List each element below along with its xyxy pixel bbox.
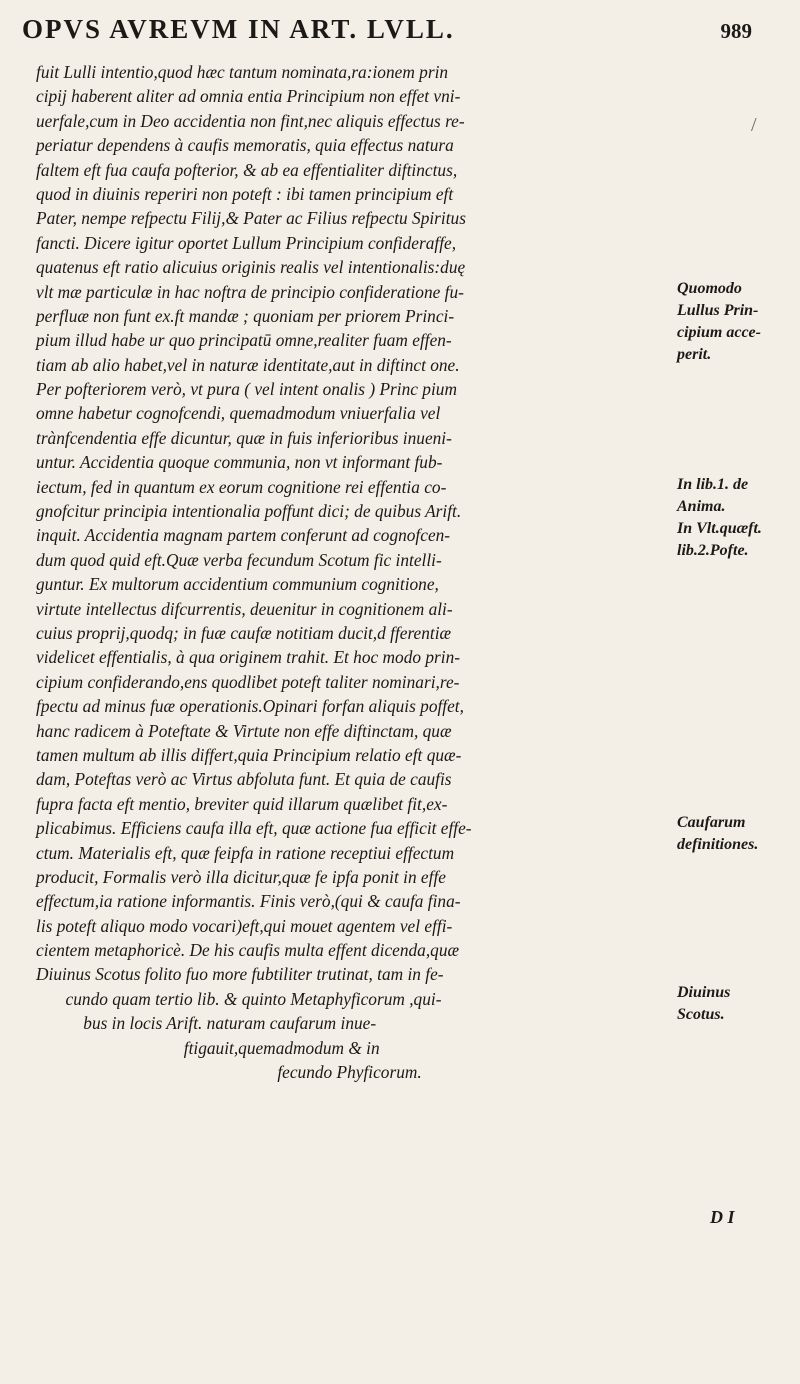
text-line: omne habetur cognofcendi, quemadmodum vniuerfalia vel — [36, 403, 441, 424]
page-number: 989 — [720, 19, 752, 43]
text-line: quatenus eft ratio alicuius originis realis vel intentionalis:duę — [36, 257, 466, 278]
text-line: cipium confiderando,ens quodlibet poteft taliter nominari,re- — [36, 671, 460, 692]
catchword: D I — [710, 1207, 735, 1227]
text-line: dam, Poteftas verò ac Virtus abfoluta funt. Et quia de caufis — [36, 769, 452, 790]
margin-note-causarum — [677, 812, 797, 856]
text-line: fuit Lulli intentio,quod hæc tantum nominata,ra:ionem prin — [36, 62, 449, 82]
margin-note-line: Scotus. — [677, 1006, 725, 1023]
margin-note-line: In Vlt.quæft. — [677, 520, 762, 537]
text-line: fupra facta eft mentio, breviter quid illarum quælibet fit,ex- — [36, 793, 448, 814]
text-line: gnofcitur principia intentionalia poffunt dici; de quibus Arift. — [36, 501, 462, 522]
text-line: fecundo Phyficorum. — [277, 1062, 422, 1083]
margin-note-line: Lullus Prin- — [677, 302, 759, 319]
margin-note-line: perit. — [677, 346, 712, 363]
margin-note-line: Quomodo — [677, 280, 742, 297]
text-line: virtute intellectus difcurrentis, deuenitur in cognitionem ali- — [36, 598, 453, 619]
text-line: effectum,ia ratione informantis. Finis verò,(qui & caufa fina- — [36, 891, 461, 912]
text-line: guntur. Ex multorum accidentium communium cognitione, — [36, 574, 439, 595]
text-line: tamen multum ab illis differt,quia Principium relatio eft quæ- — [36, 744, 462, 765]
text-line: videlicet effentialis, à qua originem trahit. Et hoc modo prin- — [36, 647, 461, 668]
margin-note-line: In lib.1. de — [677, 476, 749, 493]
text-line: Diuinus Scotus folito fuo more fubtiliter trutinat, tam in fe- — [36, 964, 444, 985]
text-line: uerfale,cum in Deo accidentia non fint,nec aliquis effectus re- — [36, 110, 465, 131]
text-line: pium illud habe ur quo principatū omne,realiter fuam effen- — [36, 330, 452, 351]
text-line: periatur dependens à caufis memoratis, quia effectus natura — [36, 135, 454, 156]
text-line: producit, Formalis verò illa dicitur,quæ fe ipfa ponit in effe — [36, 866, 446, 887]
text-line: quod in diuinis reperiri non poteft : ibi tamen principium eft — [36, 183, 454, 204]
text-line: cipij haberent aliter ad omnia entia Principium non effet vni- — [36, 86, 461, 107]
text-line: hanc radicem à Poteftate & Virtute non effe diftinctam, quæ — [36, 720, 452, 741]
text-line: dum quod quid eft.Quæ verba fecundum Scotum fic intelli- — [36, 549, 442, 570]
main-text-column — [36, 60, 666, 1084]
text-line: Per pofteriorem verò, vt pura ( vel intent onalis ) Princ pium — [36, 379, 457, 400]
text-line: cientem metaphoricè. De his caufis multa effent dicenda,quæ — [36, 940, 460, 961]
text-line: fancti. Dicere igitur oportet Lullum Principium confideraffe, — [36, 232, 457, 253]
text-line: tiam ab alio habet,vel in naturæ identitate,aut in diftinct one. — [36, 354, 460, 375]
margin-note-lib1-anima — [677, 474, 797, 562]
text-line: iectum, fed in quantum ex eorum cognitione rei effentia co- — [36, 476, 447, 497]
text-line: inquit. Accidentia magnam partem conferunt ad cognofcen- — [36, 525, 451, 546]
margin-note-line: Anima. — [677, 498, 726, 515]
margin-note-quomodo — [677, 278, 797, 366]
text-line: untur. Accidentia quoque communia, non vt informant fub- — [36, 452, 443, 473]
margin-note-line: cipium acce- — [677, 324, 761, 341]
text-line: plicabimus. Efficiens caufa illa eft, quæ actione fua efficit effe- — [36, 818, 472, 839]
margin-note-line: Caufarum — [677, 814, 746, 831]
text-line: cuius proprij,quodq; in fuæ caufæ notitiam ducit,d fferentiæ — [36, 622, 452, 643]
text-line: vlt mæ particulæ in hac noftra de principio confideratione fu- — [36, 281, 464, 302]
text-line: ftigauit,quemadmodum & in — [183, 1037, 380, 1058]
text-line: lis poteft aliquo modo vocari)eft,qui mouet agentem vel effi- — [36, 915, 453, 936]
margin-note-diuinus-scotus — [677, 982, 797, 1026]
marginal-mark: / — [751, 114, 757, 136]
text-line: fpectu ad minus fuæ operationis.Opinari forfan aliquis poffet, — [36, 696, 464, 717]
text-line: perfluæ non funt ex.ft mandæ ; quoniam per priorem Princi- — [36, 305, 455, 326]
text-line: faltem eft fua caufa pofterior, & ab ea effentialiter diftinctus, — [36, 159, 458, 180]
margin-note-line: Diuinus — [677, 984, 731, 1001]
text-line: trànfcendentia effe dicuntur, quæ in fuis inferioribus inueni- — [36, 427, 452, 448]
text-line: ctum. Materialis eft, quæ feipfa in ratione receptiui effectum — [36, 842, 455, 863]
page-header — [22, 14, 752, 48]
margin-note-line: definitiones. — [677, 836, 759, 853]
text-line: bus in locis Arift. naturam caufarum inue- — [83, 1013, 377, 1034]
text-line: Pater, nempe refpectu Filij,& Pater ac Filius refpectu Spiritus — [36, 208, 466, 229]
running-title: OPVS AVREVM IN ART. LVLL. — [22, 14, 455, 44]
text-line: cundo quam tertio lib. & quinto Metaphyficorum ,qui- — [65, 988, 442, 1009]
margin-note-line: lib.2.Pofte. — [677, 542, 749, 559]
